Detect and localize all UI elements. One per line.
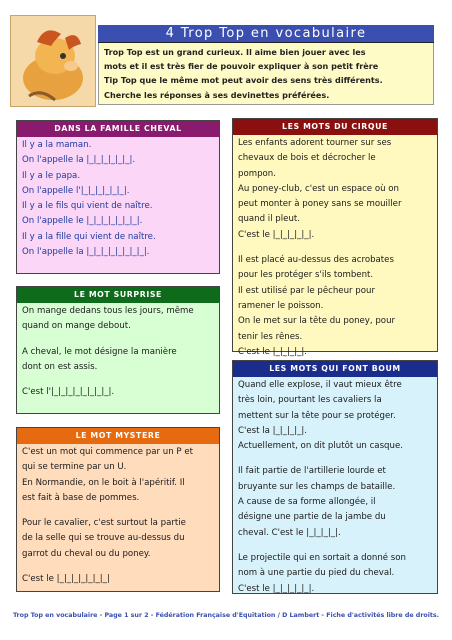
answer-line: C'est le |_|_|_|_|. bbox=[238, 346, 308, 357]
answer-line: cheval. C'est le |_|_|_|_|. bbox=[238, 527, 341, 538]
riddle-line: On mange dedans tous les jours, même bbox=[22, 306, 194, 316]
intro-text bbox=[98, 43, 434, 105]
riddle-line: pour les protéger s'ils tombent. bbox=[238, 270, 374, 281]
intro-line: Tip Top que le même mot peut avoir des sens très différents. bbox=[104, 75, 383, 86]
answer-line: C'est le |_|_|_|_|_|_|_| bbox=[22, 574, 110, 585]
riddle-line: nom à une partie du pied du cheval. bbox=[238, 568, 395, 579]
intro-line: Cherche les réponses à ses devinettes préférées. bbox=[104, 89, 330, 100]
riddle-line: chevaux de bois et décrocher le bbox=[238, 153, 376, 164]
answer-line: On l'appelle l'|_|_|_|_|_|_|. bbox=[22, 185, 130, 196]
riddle-line: Il y a le papa. bbox=[22, 170, 81, 181]
mot-surprise-box bbox=[16, 286, 220, 414]
mots-qui-font-boum-box bbox=[232, 360, 438, 594]
answer-line: On l'appelle la |_|_|_|_|_|_|_|_|. bbox=[22, 247, 150, 258]
riddle-line: C'est un mot qui commence par un P et bbox=[22, 447, 193, 457]
riddle-line: Il est placé au-dessus des acrobates bbox=[238, 255, 394, 266]
mots-qui-font-boum-body bbox=[233, 377, 437, 597]
riddle-line: Il y a le fils qui vient de naître. bbox=[22, 201, 153, 212]
riddle-line: tenir les rênes. bbox=[238, 331, 303, 342]
trop-top-pony-logo bbox=[10, 15, 96, 107]
famille-cheval-title: DANS LA FAMILLE CHEVAL bbox=[17, 121, 219, 137]
answer-line: C'est le |_|_|_|_|_|. bbox=[238, 229, 315, 240]
answer-line: On l'appelle le |_|_|_|_|_|_|_|. bbox=[22, 216, 143, 227]
riddle-line: désigne une partie de la jambe du bbox=[238, 512, 386, 523]
riddle-line: A cheval, le mot désigne la manière bbox=[22, 346, 177, 357]
riddle-line: Les enfants adorent tourner sur ses bbox=[238, 138, 392, 148]
riddle-line: très loin, pourtant les cavaliers la bbox=[238, 395, 382, 406]
page-title-bar bbox=[98, 25, 434, 43]
page-footer: Trop Top en vocabulaire - Page 1 sur 2 - Fédération Française d'Equitation / D Lambert - Fiche d'activités libre de droits. bbox=[12, 612, 440, 619]
intro-line: Trop Top est un grand curieux. Il aime bien jouer avec les bbox=[104, 47, 366, 57]
riddle-line: dont on est assis. bbox=[22, 361, 98, 372]
answer-line: C'est l'|_|_|_|_|_|_|_|_|. bbox=[22, 387, 115, 398]
riddle-line: qui se termine par un U. bbox=[22, 462, 127, 473]
riddle-line: est fait à base de pommes. bbox=[22, 492, 140, 503]
mot-mystere-body bbox=[17, 444, 219, 587]
mots-du-cirque-body bbox=[233, 135, 437, 360]
page-title: 4 Trop Top en vocabulaire bbox=[165, 26, 367, 41]
riddle-line: Actuellement, on dit plutôt un casque. bbox=[238, 441, 403, 452]
riddle-line: Pour le cavalier, c'est surtout la partie bbox=[22, 518, 186, 529]
riddle-line: En Normandie, on le boit à l'apéritif. Il bbox=[22, 477, 185, 488]
mot-mystere-box bbox=[16, 427, 220, 592]
mots-qui-font-boum-title: LES MOTS QUI FONT BOUM bbox=[233, 361, 437, 377]
riddle-line: Il y a la maman. bbox=[22, 140, 92, 150]
answer-line: On l'appelle la |_|_|_|_|_|_|. bbox=[22, 155, 136, 166]
mot-surprise-body bbox=[17, 303, 219, 400]
riddle-line: Il fait partie de l'artillerie lourde et bbox=[238, 466, 386, 477]
riddle-line: Il y a la fille qui vient de naître. bbox=[22, 231, 156, 242]
mots-du-cirque-box bbox=[232, 118, 438, 357]
riddle-line: peut monter à poney sans se mouiller bbox=[238, 199, 402, 210]
riddle-line: A cause de sa forme allongée, il bbox=[238, 497, 376, 508]
answer-line: C'est la |_|_|_|_|. bbox=[238, 425, 308, 436]
intro-line: mots et il est très fier de pouvoir expliquer à son petit frère bbox=[104, 61, 379, 72]
mots-du-cirque-title: LES MOTS DU CIRQUE bbox=[233, 119, 437, 135]
riddle-line: Quand elle explose, il vaut mieux être bbox=[238, 380, 402, 390]
famille-cheval-body bbox=[17, 137, 219, 260]
riddle-line: pompon. bbox=[238, 168, 276, 179]
riddle-line: quand il pleut. bbox=[238, 214, 300, 225]
famille-cheval-box bbox=[16, 120, 220, 274]
riddle-line: On le met sur la tête du poney, pour bbox=[238, 316, 396, 327]
riddle-line: de la selle qui se trouve au-dessus du bbox=[22, 533, 185, 544]
riddle-line: Il est utilisé par le pêcheur pour bbox=[238, 285, 375, 296]
mot-mystere-title: LE MOT MYSTERE bbox=[17, 428, 219, 444]
riddle-line: garrot du cheval ou du poney. bbox=[22, 548, 151, 559]
riddle-line: ramener le poisson. bbox=[238, 300, 324, 311]
riddle-line: Le projectile qui en sortait a donné son bbox=[238, 552, 406, 563]
riddle-line: Au poney-club, c'est un espace où on bbox=[238, 183, 399, 194]
mot-surprise-title: LE MOT SURPRISE bbox=[17, 287, 219, 303]
answer-line: C'est le |_|_|_|_|_|. bbox=[238, 583, 315, 594]
riddle-line: bruyante sur les champs de bataille. bbox=[238, 481, 396, 492]
riddle-line: mettent sur la tête pour se protéger. bbox=[238, 410, 396, 421]
riddle-line: quand on mange debout. bbox=[22, 321, 131, 332]
